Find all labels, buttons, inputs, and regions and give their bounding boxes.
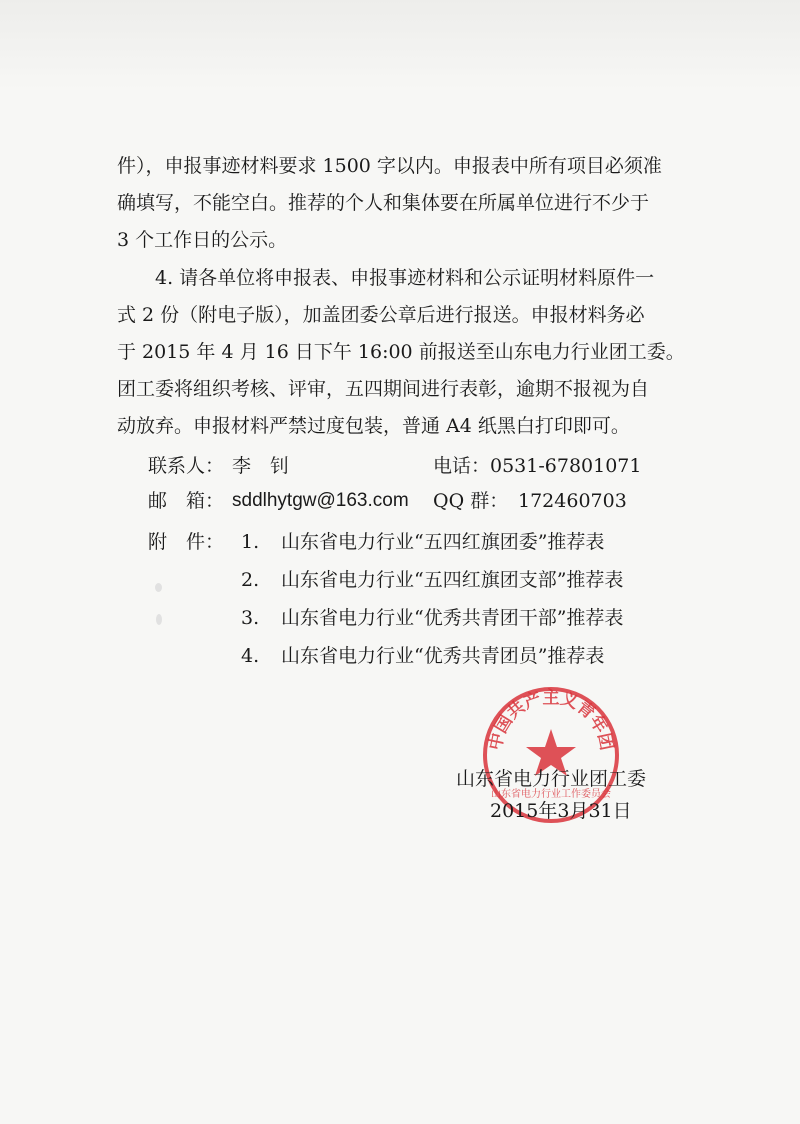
attachment-title: 山东省电力行业“五四红旗团支部”推荐表 <box>281 569 624 591</box>
attachment-number: 3. <box>241 607 260 629</box>
attachment-number: 4. <box>241 645 260 667</box>
attachment-item <box>241 604 623 632</box>
email-label: 邮 箱： <box>148 490 225 512</box>
paragraph-requirements <box>117 148 697 259</box>
attachment-title: 山东省电力行业“五四红旗团委”推荐表 <box>281 531 605 553</box>
attachment-number: 1. <box>241 531 260 553</box>
text-line: 式 2 份（附电子版），加盖团委公章后进行报送。申报材料务必 <box>117 304 645 326</box>
attachment-title: 山东省电力行业“优秀共青团员”推荐表 <box>281 645 605 667</box>
phone-value: 0531-67801071 <box>490 455 642 477</box>
scan-smudge <box>156 614 162 625</box>
attachment-item <box>241 528 604 556</box>
signature-org: 山东省电力行业团工委 <box>456 768 647 790</box>
phone-label: 电话： <box>433 455 491 477</box>
attachments-label: 附 件： <box>148 531 225 553</box>
text-line: 于 2015 年 4 月 16 日下午 16:00 前报送至山东电力行业团工委。 <box>117 341 685 363</box>
email-value: sddlhytgw@163.com <box>232 490 409 511</box>
text-line: 确填写，不能空白。推荐的个人和集体要在所属单位进行不少于 <box>117 192 650 214</box>
seal-inner-text: 山东省电力行业工作委员会 <box>491 789 611 800</box>
attachment-item <box>241 642 604 670</box>
scan-smudge <box>155 583 162 592</box>
qq-value: 172460703 <box>518 490 627 512</box>
text-line: 3 个工作日的公示。 <box>117 229 288 251</box>
seal-outer-text: 中国共产主义青年团 <box>485 688 617 753</box>
paragraph-submission <box>117 260 697 445</box>
text-line: 动放弃。申报材料严禁过度包装，普通 A4 纸黑白打印即可。 <box>117 415 630 437</box>
contact-person-name: 李 钊 <box>232 455 290 477</box>
attachment-number: 2. <box>241 569 260 591</box>
contact-person-label: 联系人： <box>148 455 225 477</box>
attachment-item <box>241 566 623 594</box>
qq-label: QQ 群： <box>433 490 509 512</box>
text-line: 件），申报事迹材料要求 1500 字以内。申报表中所有项目必须准 <box>117 155 662 177</box>
text-line: 团工委将组织考核、评审，五四期间进行表彰，逾期不报视为自 <box>117 378 650 400</box>
scan-shadow <box>0 0 800 90</box>
text-line: 4. 请各单位将申报表、申报事迹材料和公示证明材料原件一 <box>155 267 655 289</box>
attachment-title: 山东省电力行业“优秀共青团干部”推荐表 <box>281 607 624 629</box>
signature-date: 2015年3月31日 <box>490 800 632 822</box>
